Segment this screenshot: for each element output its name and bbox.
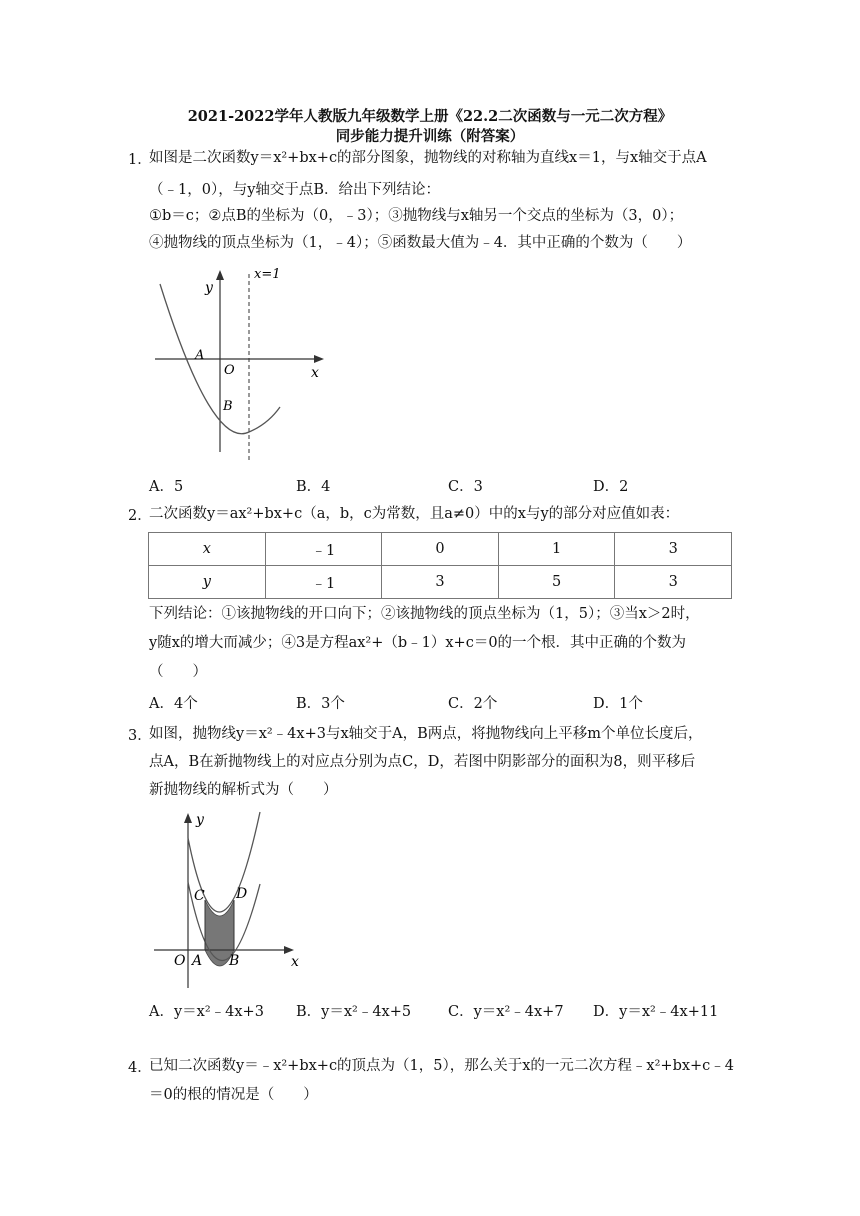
question-number: 3． [128, 728, 152, 744]
question-text: ①b＝c；②点B的坐标为（0，﹣3）；③抛物线与x轴另一个交点的坐标为（3，0）； [149, 208, 684, 224]
symmetry-axis-label: x=1 [254, 267, 281, 282]
option-a[interactable]: A．4个 [149, 696, 198, 712]
option-c[interactable]: C．3 [448, 479, 483, 495]
table-cell: ﹣1 [265, 533, 382, 566]
table-cell: y [149, 566, 266, 599]
question-text: 下列结论：①该抛物线的开口向下；②该抛物线的顶点坐标为（1，5）；③当x＞2时， [149, 606, 700, 622]
question-text: ④抛物线的顶点坐标为（1，﹣4）；⑤函数最大值为﹣4．其中正确的个数为（ ） [149, 235, 692, 251]
x-axis-label: x [311, 365, 319, 381]
question-text: ＝0的根的情况是（ ） [149, 1087, 318, 1103]
question-number: 2． [128, 508, 152, 524]
table-cell: 1 [498, 533, 615, 566]
x-axis-label: x [291, 954, 299, 970]
option-a[interactable]: A．y＝x²﹣4x+3 [149, 1004, 264, 1020]
option-b[interactable]: B．y＝x²﹣4x+5 [296, 1004, 412, 1020]
q3-parabola-figure [150, 808, 310, 990]
option-b[interactable]: B．3个 [296, 696, 345, 712]
table-row [149, 566, 732, 599]
point-b-label: B [229, 953, 240, 969]
option-a[interactable]: A．5 [149, 479, 184, 495]
point-d-label: D [236, 886, 248, 902]
document-subtitle: 同步能力提升训练（附答案） [335, 128, 525, 145]
option-c[interactable]: C．y＝x²﹣4x+7 [448, 1004, 564, 1020]
table-cell: ﹣1 [265, 566, 382, 599]
question-text: 新抛物线的解析式为（ ） [149, 782, 338, 798]
question-text: 如图，抛物线y＝x²﹣4x+3与x轴交于A，B两点，将抛物线向上平移m个单位长度后， [149, 726, 703, 742]
option-c[interactable]: C．2个 [448, 696, 498, 712]
table-cell: 3 [615, 566, 732, 599]
y-axis-label: y [196, 812, 204, 828]
question-text: （ ） [149, 664, 207, 680]
question-text: 点A，B在新抛物线上的对应点分别为点C，D，若图中阴影部分的面积为8，则平移后 [149, 754, 696, 770]
document-title: 2021-2022学年人教版九年级数学上册《22.2二次函数与一元二次方程》 [187, 108, 673, 125]
question-text: （﹣1，0），与y轴交于点B．给出下列结论： [149, 182, 441, 198]
origin-label: O [174, 953, 186, 969]
y-axis-label: y [205, 280, 213, 296]
question-text: 已知二次函数y＝﹣x²+bx+c的顶点为（1，5），那么关于x的一元二次方程﹣x²+bx+c﹣4 [149, 1058, 735, 1074]
question-number: 4． [128, 1060, 152, 1076]
q1-parabola-figure [150, 262, 340, 467]
point-b-label: B [223, 399, 233, 414]
question-number: 1． [128, 152, 152, 168]
option-d[interactable]: D．y＝x²﹣4x+11 [593, 1004, 719, 1020]
table-cell: 3 [615, 533, 732, 566]
question-text: 二次函数y＝ax²+bx+c（a，b，c为常数，且a≠0）中的x与y的部分对应值如表： [149, 506, 680, 522]
value-table [148, 532, 732, 599]
table-cell: x [149, 533, 266, 566]
origin-label: O [224, 363, 235, 378]
table-cell: 0 [382, 533, 499, 566]
point-a-label: A [195, 348, 205, 363]
question-text: 如图是二次函数y＝x²+bx+c的部分图象，抛物线的对称轴为直线x＝1，与x轴交于点A [149, 150, 707, 166]
table-cell: 3 [382, 566, 499, 599]
point-c-label: C [194, 888, 205, 904]
option-d[interactable]: D．1个 [593, 696, 643, 712]
option-d[interactable]: D．2 [593, 479, 629, 495]
question-text: y随x的增大而减少；④3是方程ax²+（b﹣1）x+c＝0的一个根．其中正确的个数为 [149, 635, 687, 651]
option-b[interactable]: B．4 [296, 479, 331, 495]
table-cell: 5 [498, 566, 615, 599]
point-a-label: A [192, 953, 203, 969]
table-row [149, 533, 732, 566]
